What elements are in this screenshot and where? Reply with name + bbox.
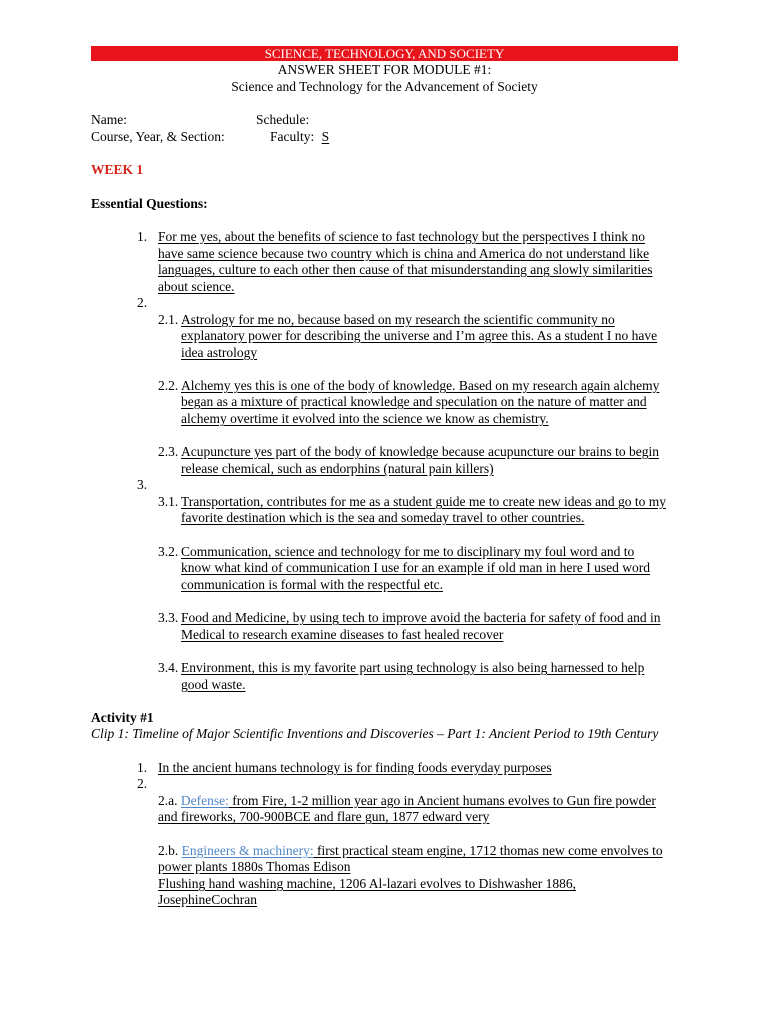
q2-number: 2. [137, 295, 148, 310]
q2-2-answer-line: Alchemy yes this is one of the body of knowledge. Based on my research again alchemy [181, 378, 660, 393]
q3-3-number: 3.3. [158, 610, 179, 625]
q3-4-answer-line: good waste. [181, 677, 246, 692]
q2-3-answer-line: release chemical, such as endorphins (natural pain killers) [181, 461, 494, 476]
defense-label: Defense: [180, 793, 229, 808]
q2-1-answer-line: Astrology for me no, because based on my research the scientific community no [181, 312, 615, 327]
q2-2-number: 2.2. [158, 378, 179, 393]
activity-2a-prefix: 2.a. [158, 793, 178, 808]
q3-2-answer-line: know what kind of communication I use for an example if old man in here I used word [181, 560, 650, 575]
q3-3-answer-line: Food and Medicine, by using tech to improve avoid the bacteria for safety of food and in [181, 610, 661, 625]
q1-answer-line: about science. [158, 279, 235, 294]
q3-2-answer-line: Communication, science and technology for me to disciplinary my foul word and to [181, 544, 635, 559]
course-label: Course, Year, & Section: [91, 129, 225, 144]
faculty-field [270, 128, 329, 145]
faculty-value: S [321, 129, 330, 144]
q2-2-answer-line: began as a mixture of practical knowledge and speculation on the nature of matter and [181, 394, 647, 409]
activity-heading: Activity #1 [91, 710, 154, 725]
q1-answer-line: have same science because two country which is china and America do not understand like [158, 246, 650, 261]
activity-2a-text-cont: and fireworks, 700-900BCE and flare gun, 1877 edward very [158, 809, 490, 824]
q3-2-answer-line: communication is formal with the respectful etc. [181, 577, 444, 592]
q2-1-answer-line: explanatory power for describing the universe and I’m agree this. As a student I no have [181, 328, 658, 343]
q1-answer-line: For me yes, about the benefits of science to fast technology but the perspectives I think no [158, 229, 645, 244]
week-heading: WEEK 1 [91, 162, 144, 177]
q2-2-answer-line: alchemy overtime it evolved into the science we know as chemistry. [181, 411, 549, 426]
q2-1-answer-line: idea astrology [181, 345, 258, 360]
q2-3-number: 2.3. [158, 444, 179, 459]
q1-answer-line: languages, culture to each other then cause of that misunderstanding ang slowly similarities [158, 262, 653, 277]
q3-4-number: 3.4. [158, 660, 179, 675]
activity-2b-line [158, 842, 663, 859]
activity-clip-title: Clip 1: Timeline of Major Scientific Inventions and Discoveries – Part 1: Ancient Period to 19th Century [91, 726, 659, 741]
q1-number: 1. [137, 229, 148, 244]
schedule-label: Schedule: [256, 112, 310, 127]
activity-2b-text: first practical steam engine, 1712 thomas new come envolves to [313, 843, 663, 858]
q3-1-answer-line: Transportation, contributes for me as a student guide me to create new ideas and go to my [181, 494, 667, 509]
title-banner: SCIENCE, TECHNOLOGY, AND SOCIETY [91, 46, 678, 61]
q2-3-answer-line: Acupuncture yes part of the body of knowledge because acupuncture our brains to begin [181, 444, 659, 459]
q2-1-number: 2.1. [158, 312, 179, 327]
activity-1-answer: In the ancient humans technology is for finding foods everyday purposes [158, 760, 552, 775]
module-subtitle: Science and Technology for the Advancement of Society [231, 79, 538, 94]
engineers-machinery-label: Engineers & machinery: [181, 843, 314, 858]
answer-sheet-title: ANSWER SHEET FOR MODULE #1: [277, 62, 492, 77]
name-label: Name: [91, 112, 127, 127]
q3-3-answer-line: Medical to research examine diseases to fast healed recover [181, 627, 504, 642]
activity-2b-text-cont: Flushing hand washing machine, 1206 Al-lazari evolves to Dishwasher 1886, [158, 876, 577, 891]
essential-questions-heading: Essential Questions: [91, 196, 208, 211]
q3-1-answer-line: favorite destination which is the sea and someday travel to other countries. [181, 510, 585, 525]
q3-number: 3. [137, 477, 148, 492]
q3-2-number: 3.2. [158, 544, 179, 559]
activity-2-number: 2. [137, 776, 148, 791]
faculty-label: Faculty: [270, 129, 315, 144]
activity-1-number: 1. [137, 760, 148, 775]
activity-2a-line [158, 792, 656, 809]
q3-1-number: 3.1. [158, 494, 179, 509]
activity-2a-text: from Fire, 1-2 million year ago in Ancient humans evolves to Gun fire powder [228, 793, 656, 808]
activity-2b-text-cont: power plants 1880s Thomas Edison [158, 859, 351, 874]
activity-2b-prefix: 2.b. [158, 843, 179, 858]
activity-2b-text-cont: JosephineCochran [158, 892, 257, 907]
q3-4-answer-line: Environment, this is my favorite part using technology is also being harnessed to help [181, 660, 645, 675]
